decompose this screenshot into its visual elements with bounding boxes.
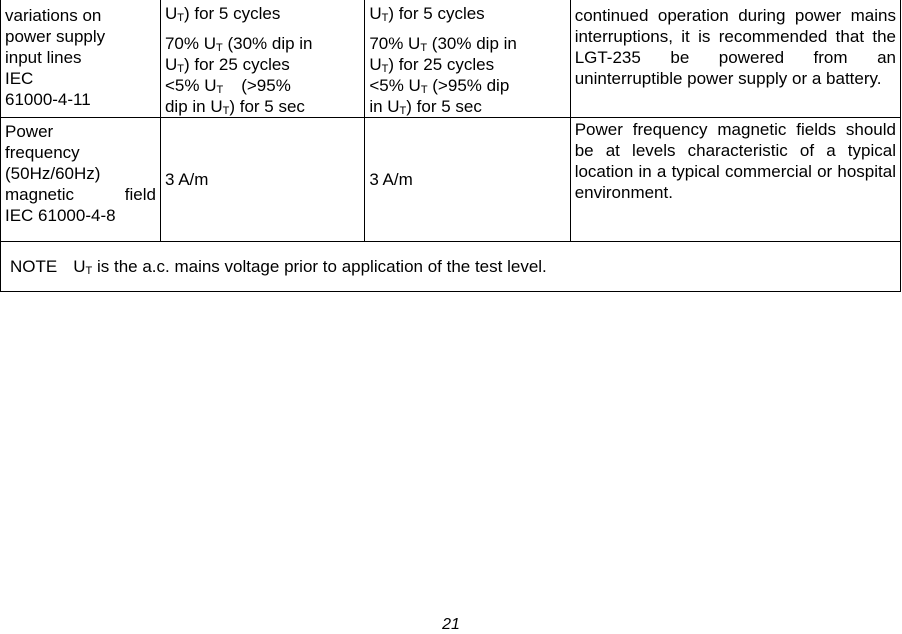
immunity-test-cell bbox=[1, 0, 161, 118]
compliance-level-cell: 3 A/m bbox=[365, 118, 570, 242]
immunity-table bbox=[0, 0, 901, 292]
guidance-cell: Power frequency magnetic fields should be at levels characteristic of a typical location in a typical commercial or hospital environment. bbox=[570, 118, 900, 242]
note-cell bbox=[1, 242, 901, 292]
test-line: IEC bbox=[5, 69, 34, 88]
guidance-cell: continued operation during power mains interruptions, it is recommended that the LGT-235 be powered from an uninterruptible power supply or a battery. bbox=[570, 0, 900, 118]
note-label: NOTE bbox=[10, 257, 58, 276]
test-line: power supply bbox=[5, 27, 106, 46]
test-line: (50Hz/60Hz) bbox=[5, 164, 101, 183]
test-level-cell bbox=[160, 0, 364, 118]
test-line: magnetic field bbox=[5, 185, 156, 204]
compliance-level-para-2: 70% $U_T$ (30% dip in $U_T$) for 25 cycles <5% $U_T$ (>95% dip in $U_T$) for 5 sec bbox=[369, 34, 517, 117]
table-row-magnetic-field bbox=[1, 118, 901, 242]
table-row-note bbox=[1, 242, 901, 292]
test-level-para-2: 70% $U_T$ (30% dip in $U_T$) for 25 cycles <5% $U_T$ (>95% dip in $U_T$) for 5 sec bbox=[164, 34, 313, 117]
test-line: IEC 61000-4-8 bbox=[5, 206, 116, 225]
compliance-level-para-1: $U_T$) for 5 cycles bbox=[369, 4, 485, 24]
test-line: input lines bbox=[5, 48, 82, 67]
test-level-cell: 3 A/m bbox=[160, 118, 364, 242]
test-line: variations on bbox=[5, 6, 102, 25]
test-line: Power bbox=[5, 122, 54, 141]
note-text: $U_T$ is the a.c. mains voltage prior to application of the test level. bbox=[73, 257, 547, 277]
test-level-para-1: $U_T$) for 5 cycles bbox=[164, 4, 281, 24]
table-row-voltage-dips bbox=[1, 0, 901, 118]
page-number: 21 bbox=[442, 616, 460, 633]
immunity-test-cell bbox=[1, 118, 161, 242]
test-line: 61000-4-11 bbox=[5, 90, 91, 109]
test-line: frequency bbox=[5, 143, 80, 162]
compliance-level-cell bbox=[365, 0, 570, 118]
